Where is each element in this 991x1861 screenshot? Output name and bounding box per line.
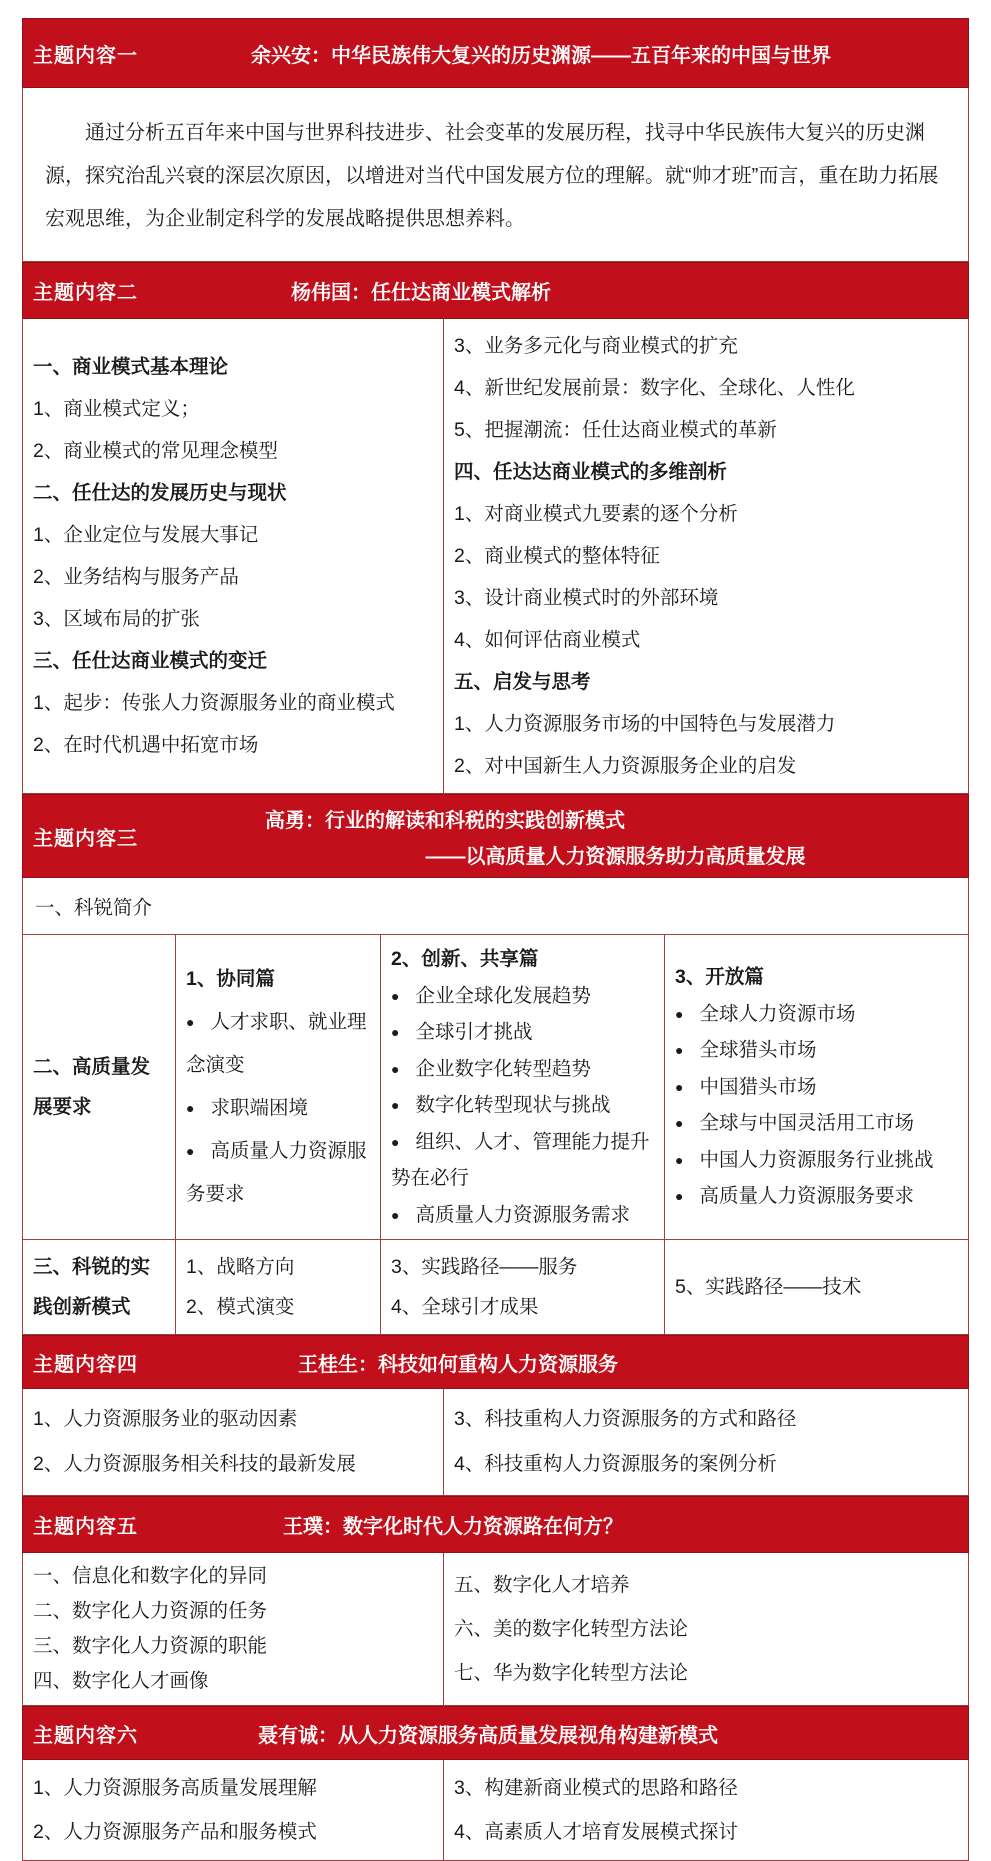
list-item-text: 数字化转型现状与挑战 <box>415 1094 611 1116</box>
course-outline-document <box>22 18 969 1861</box>
section-3-practice-col4 <box>665 1240 968 1334</box>
list-item: 1、人力资源服务高质量发展理解 <box>33 1777 317 1799</box>
list-item <box>675 1178 958 1215</box>
list-item: 3、设计商业模式时的外部环境 <box>454 587 719 609</box>
list-item-text: 全球引才挑战 <box>415 1021 533 1043</box>
list-item-text: 高质量人力资源服务要求 <box>186 1140 367 1205</box>
list-item: 三、数字化人力资源的职能 <box>33 1635 268 1657</box>
bullet-icon: ● <box>675 1042 684 1059</box>
list-item: 四、任达达商业模式的多维剖析 <box>454 461 728 483</box>
list-item: 1、商业模式定义； <box>33 398 200 420</box>
section-6-left-column <box>23 1760 443 1860</box>
section-3-quality-heading: 二、高质量发展要求 <box>33 1056 151 1118</box>
list-item: 3、科技重构人力资源服务的方式和路径 <box>454 1408 797 1430</box>
bullet-icon: ● <box>186 1014 195 1030</box>
section-3-practice-head-cell <box>23 1240 175 1334</box>
section-6-table <box>22 1760 969 1861</box>
section-4-header <box>22 1335 969 1389</box>
bullet-icon: ● <box>391 987 400 1004</box>
list-item: 2、人力资源服务产品和服务模式 <box>33 1821 317 1843</box>
list-item-text: 企业全球化发展趋势 <box>415 984 591 1007</box>
list-item: 4、科技重构人力资源服务的案例分析 <box>454 1453 777 1475</box>
list-item: 3、区域布局的扩张 <box>33 608 200 630</box>
list-item: 1、对商业模式九要素的逐个分析 <box>454 503 738 525</box>
bullet-icon: ● <box>675 1188 684 1205</box>
list-item: 五、数字化人才培养 <box>454 1574 630 1596</box>
list-item-text: 高质量人力资源服务要求 <box>699 1185 914 1208</box>
section-5-table <box>22 1553 969 1706</box>
list-item: 3、开放篇 <box>675 966 764 989</box>
list-item <box>391 1197 654 1234</box>
section-2-left-column <box>23 319 443 793</box>
bullet-icon: ● <box>675 1078 684 1095</box>
section-5-header <box>22 1496 969 1553</box>
bullet-icon: ● <box>186 1100 195 1116</box>
section-3-title-group <box>213 804 958 869</box>
section-3-intro-text: 一、科锐简介 <box>35 897 153 919</box>
list-item: 2、模式演变 <box>186 1296 295 1318</box>
list-item: 1、战略方向 <box>186 1256 295 1278</box>
bullet-icon: ● <box>391 1133 400 1150</box>
list-item-text: 企业数字化转型趋势 <box>415 1057 591 1080</box>
section-4-label: 主题内容四 <box>33 1353 138 1376</box>
list-item: 四、数字化人才画像 <box>33 1670 209 1692</box>
section-2-label: 主题内容二 <box>33 282 138 304</box>
list-item: 七、华为数字化转型方法论 <box>454 1662 689 1684</box>
section-3-header <box>22 794 969 878</box>
list-item <box>186 1087 370 1130</box>
section-3-openness-cell <box>665 935 968 1239</box>
section-3-practice-col3 <box>381 1240 664 1334</box>
section-3-table-row-quality <box>22 935 969 1240</box>
list-item: 1、起步：传张人力资源服务业的商业模式 <box>33 692 395 714</box>
list-item: 4、如何评估商业模式 <box>454 629 641 651</box>
list-item <box>675 1032 958 1069</box>
list-item-text: 全球人力资源市场 <box>699 1002 856 1025</box>
list-item: 2、人力资源服务相关科技的最新发展 <box>33 1453 356 1475</box>
list-item-text: 高质量人力资源服务需求 <box>415 1203 630 1226</box>
section-1-header <box>22 18 969 88</box>
list-item: 2、对中国新生人力资源服务企业的启发 <box>454 755 797 777</box>
section-4-left-column <box>23 1389 443 1495</box>
list-item <box>391 1014 654 1051</box>
section-5-title: 王璞：数字化时代人力资源路在何方？ <box>283 1516 623 1538</box>
bullet-icon: ● <box>391 1060 400 1077</box>
list-item-text: 全球与中国灵活用工市场 <box>699 1112 914 1135</box>
bullet-icon: ● <box>391 1097 400 1113</box>
list-item <box>675 1105 958 1142</box>
list-item: 一、信息化和数字化的异同 <box>33 1565 268 1587</box>
list-item: 一、商业模式基本理论 <box>33 356 229 378</box>
section-3-title-line1: 高勇：行业的解读和科税的实践创新模式 <box>265 809 625 832</box>
section-3-label: 主题内容三 <box>33 827 138 850</box>
list-item: 5、实践路径——技术 <box>675 1276 862 1298</box>
list-item-text: 求职端困境 <box>210 1097 308 1119</box>
section-3-collaboration-cell <box>176 935 380 1239</box>
section-4-title: 王桂生：科技如何重构人力资源服务 <box>298 1353 618 1376</box>
list-item: 1、协同篇 <box>186 968 275 990</box>
bullet-icon: ● <box>186 1143 195 1159</box>
section-2-table <box>22 319 969 794</box>
section-5-left-column <box>23 1553 443 1705</box>
section-2-header <box>22 262 969 319</box>
list-item <box>391 978 654 1015</box>
section-1-paragraph: 通过分析五百年来中国与世界科技进步、社会变革的发展历程，找寻中华民族伟大复兴的历史渊源，探究治乱兴衰的深层次原因，以增进对当代中国发展方位的理解。就“帅才班”而言，重在助力拓展宏观思维，为企业制定科学的发展战略提供思想养料。 <box>45 122 939 230</box>
list-item-text: 全球猎头市场 <box>699 1039 817 1062</box>
section-5-label: 主题内容五 <box>33 1516 138 1538</box>
bullet-icon: ● <box>675 1115 684 1132</box>
section-2-title: 杨伟国：任仕达商业模式解析 <box>291 282 551 304</box>
list-item: 六、美的数字化转型方法论 <box>454 1618 689 1640</box>
list-item <box>675 996 958 1033</box>
section-6-right-column <box>444 1760 968 1860</box>
list-item: 3、构建新商业模式的思路和路径 <box>454 1777 738 1799</box>
list-item <box>391 1124 654 1197</box>
list-item <box>391 1051 654 1088</box>
list-item: 5、把握潮流：任仕达商业模式的革新 <box>454 419 777 441</box>
bullet-icon: ● <box>675 1005 684 1022</box>
section-3-table-row-practice <box>22 1240 969 1335</box>
list-item: 4、全球引才成果 <box>391 1296 539 1318</box>
list-item-text: 中国人力资源服务行业挑战 <box>699 1148 934 1171</box>
section-1-label: 主题内容一 <box>33 44 138 67</box>
list-item-text: 组织、人才、管理能力提升势在必行 <box>391 1130 650 1189</box>
list-item: 1、人力资源服务业的驱动因素 <box>33 1408 298 1430</box>
list-item: 2、业务结构与服务产品 <box>33 566 239 588</box>
bullet-icon: ● <box>391 1206 400 1223</box>
list-item: 2、在时代机遇中拓宽市场 <box>33 734 259 756</box>
section-5-right-column <box>444 1553 968 1705</box>
list-item: 3、实践路径——服务 <box>391 1256 578 1278</box>
list-item: 三、任仕达商业模式的变迁 <box>33 650 268 672</box>
list-item <box>391 1087 654 1124</box>
section-6-title: 聂有诚：从人力资源服务高质量发展视角构建新模式 <box>258 1724 718 1747</box>
list-item <box>675 1069 958 1106</box>
section-1-title: 余兴安：中华民族伟大复兴的历史渊源——五百年来的中国与世界 <box>251 44 831 67</box>
list-item: 五、启发与思考 <box>454 671 591 693</box>
section-1-description <box>22 88 969 262</box>
list-item: 1、人力资源服务市场的中国特色与发展潜力 <box>454 713 836 735</box>
section-3-innovation-cell <box>381 935 664 1239</box>
bullet-icon: ● <box>675 1151 684 1168</box>
section-4-table <box>22 1389 969 1496</box>
list-item <box>675 1142 958 1179</box>
list-item: 4、高素质人才培育发展模式探讨 <box>454 1821 738 1843</box>
section-4-right-column <box>444 1389 968 1495</box>
section-6-header <box>22 1706 969 1760</box>
list-item: 2、商业模式的整体特征 <box>454 545 660 567</box>
list-item: 4、新世纪发展前景：数字化、全球化、人性化 <box>454 377 855 399</box>
section-2-right-column <box>444 319 968 793</box>
list-item: 二、任仕达的发展历史与现状 <box>33 482 287 504</box>
list-item: 1、企业定位与发展大事记 <box>33 524 259 546</box>
list-item <box>186 1001 370 1087</box>
list-item: 2、商业模式的常见理念模型 <box>33 440 278 462</box>
section-6-label: 主题内容六 <box>33 1724 138 1747</box>
section-3-practice-heading: 三、科锐的实践创新模式 <box>33 1256 151 1318</box>
list-item-text: 人才求职、就业理念演变 <box>186 1011 367 1076</box>
section-3-quality-head-cell <box>23 935 175 1239</box>
list-item: 2、创新、共享篇 <box>391 948 539 970</box>
section-3-intro-row <box>22 878 969 935</box>
list-item-text: 中国猎头市场 <box>699 1075 817 1098</box>
bullet-icon: ● <box>391 1024 400 1040</box>
section-3-practice-col2 <box>176 1240 380 1334</box>
list-item: 3、业务多元化与商业模式的扩充 <box>454 335 738 357</box>
section-3-title-line2: ——以高质量人力资源服务助力高质量发展 <box>425 845 806 868</box>
list-item <box>186 1130 370 1216</box>
list-item: 二、数字化人力资源的任务 <box>33 1600 268 1622</box>
